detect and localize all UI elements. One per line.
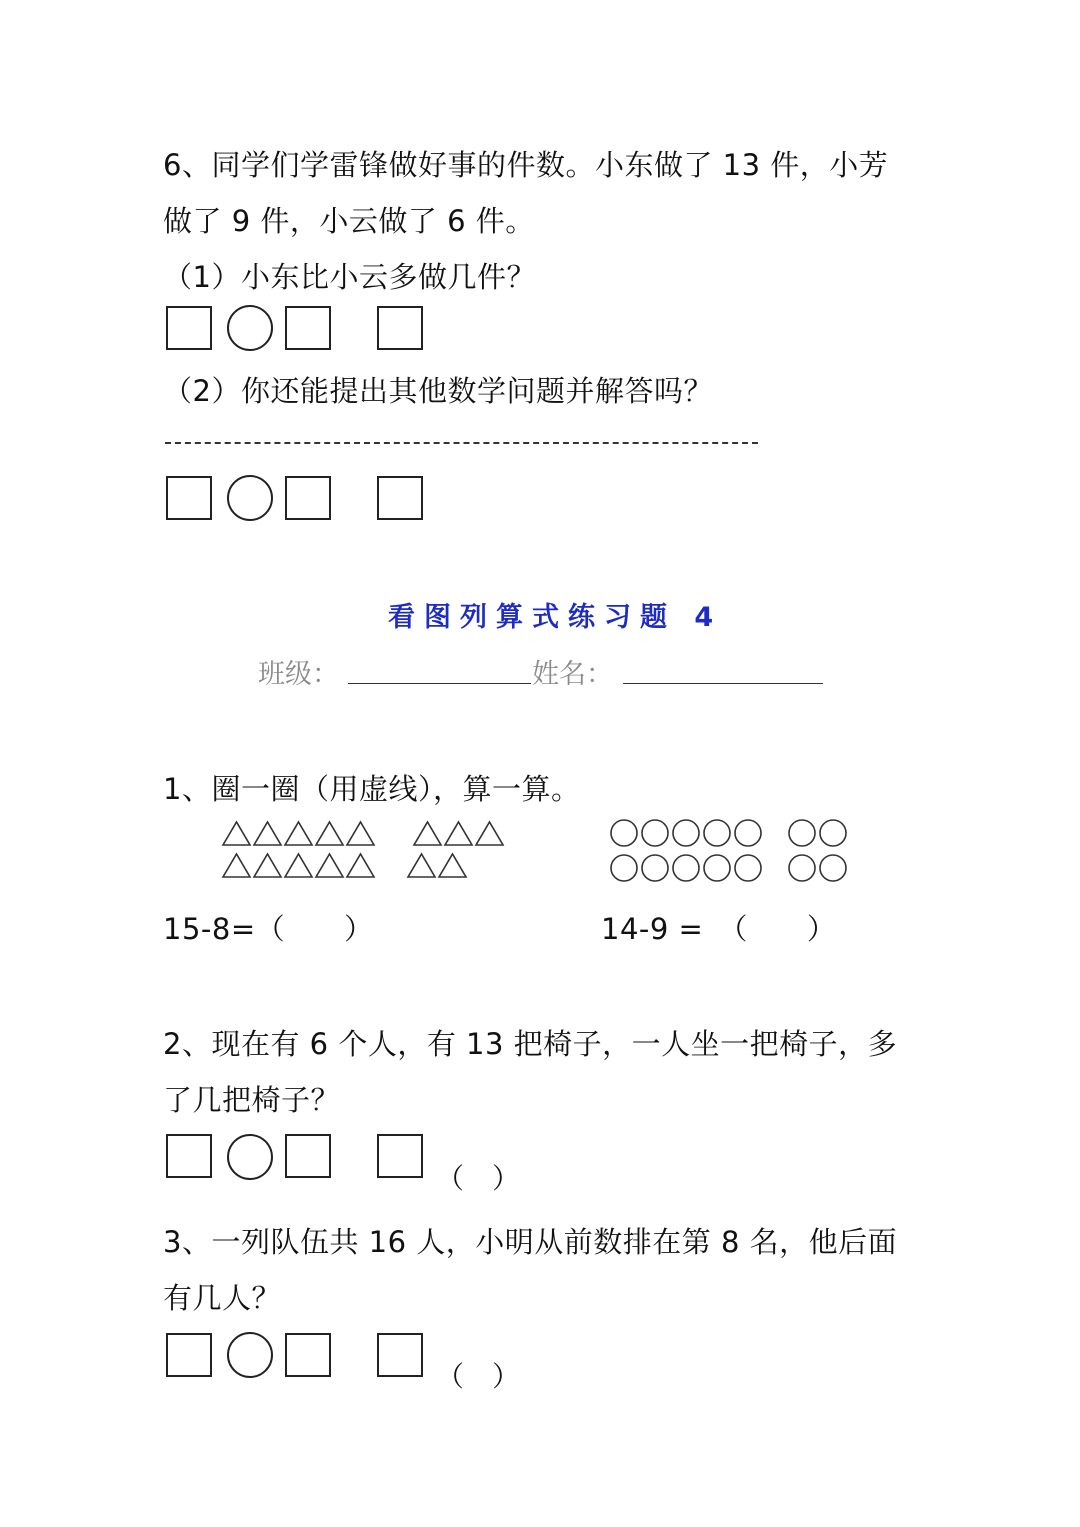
class-label: 班级： (258, 659, 339, 690)
q2-text-line2: 了几把椅子？ (163, 1083, 341, 1117)
result-box[interactable] (377, 1333, 423, 1377)
q1-equation-right: 14-9 = （ ） (601, 912, 837, 946)
circle-shape (642, 820, 668, 846)
triangle-shape (439, 854, 466, 877)
triangle-shape (285, 854, 312, 877)
q1-text: 1、圈一圈（用虚线），算一算。 (163, 772, 581, 806)
q6-part2-text: （2）你还能提出其他数学问题并解答吗？ (163, 374, 713, 408)
q3-text-line1: 3、一列队伍共 16 人，小明从前数排在第 8 名，他后面 (163, 1225, 898, 1259)
circle-shape (704, 855, 730, 881)
q6-text-line2: 做了 9 件，小云做了 6 件。 (163, 204, 535, 238)
result-box[interactable] (377, 1134, 423, 1178)
triangle-shape (254, 822, 281, 845)
triangle-shape (414, 822, 441, 845)
answer-parentheses[interactable]: （ ） (436, 1360, 521, 1393)
circle-shape (735, 855, 761, 881)
circle-shape (642, 855, 668, 881)
triangle-shape (445, 822, 472, 845)
circle-shape (611, 820, 637, 846)
triangle-shape (285, 822, 312, 845)
circle-shape (789, 855, 815, 881)
number-box[interactable] (166, 1333, 212, 1377)
circle-shape (735, 820, 761, 846)
q6-part1-text: （1）小东比小云多做几件？ (163, 260, 536, 294)
operator-circle[interactable] (227, 1134, 273, 1180)
number-box[interactable] (285, 1333, 331, 1377)
circle-shape (820, 820, 846, 846)
q3-text-line2: 有几人？ (163, 1281, 282, 1315)
q2-text-line1: 2、现在有 6 个人，有 13 把椅子，一人坐一把椅子，多 (163, 1027, 898, 1061)
triangle-shape (408, 854, 435, 877)
triangle-shape (316, 854, 343, 877)
triangle-shape (476, 822, 503, 845)
triangle-shape (223, 822, 250, 845)
circle-shape (820, 855, 846, 881)
q1-equation-left: 15-8=（ ） (163, 912, 374, 946)
circle-shape (704, 820, 730, 846)
name-label: 姓名： (532, 659, 613, 690)
number-box[interactable] (285, 1134, 331, 1178)
operator-circle[interactable] (227, 1332, 273, 1378)
triangle-shape (316, 822, 343, 845)
worksheet-title: 看图列算式练习题 4 (388, 602, 723, 633)
circle-shape (789, 820, 815, 846)
triangle-shape (347, 854, 374, 877)
triangle-shape (254, 854, 281, 877)
triangle-shape (223, 854, 250, 877)
triangle-shape (347, 822, 374, 845)
circle-shape (673, 820, 699, 846)
q6-text-line1: 6、同学们学雷锋做好事的件数。小东做了 13 件，小芳 (163, 148, 889, 182)
answer-parentheses[interactable]: （ ） (436, 1162, 521, 1195)
circle-shape (611, 855, 637, 881)
number-box[interactable] (166, 1134, 212, 1178)
circle-shape (673, 855, 699, 881)
